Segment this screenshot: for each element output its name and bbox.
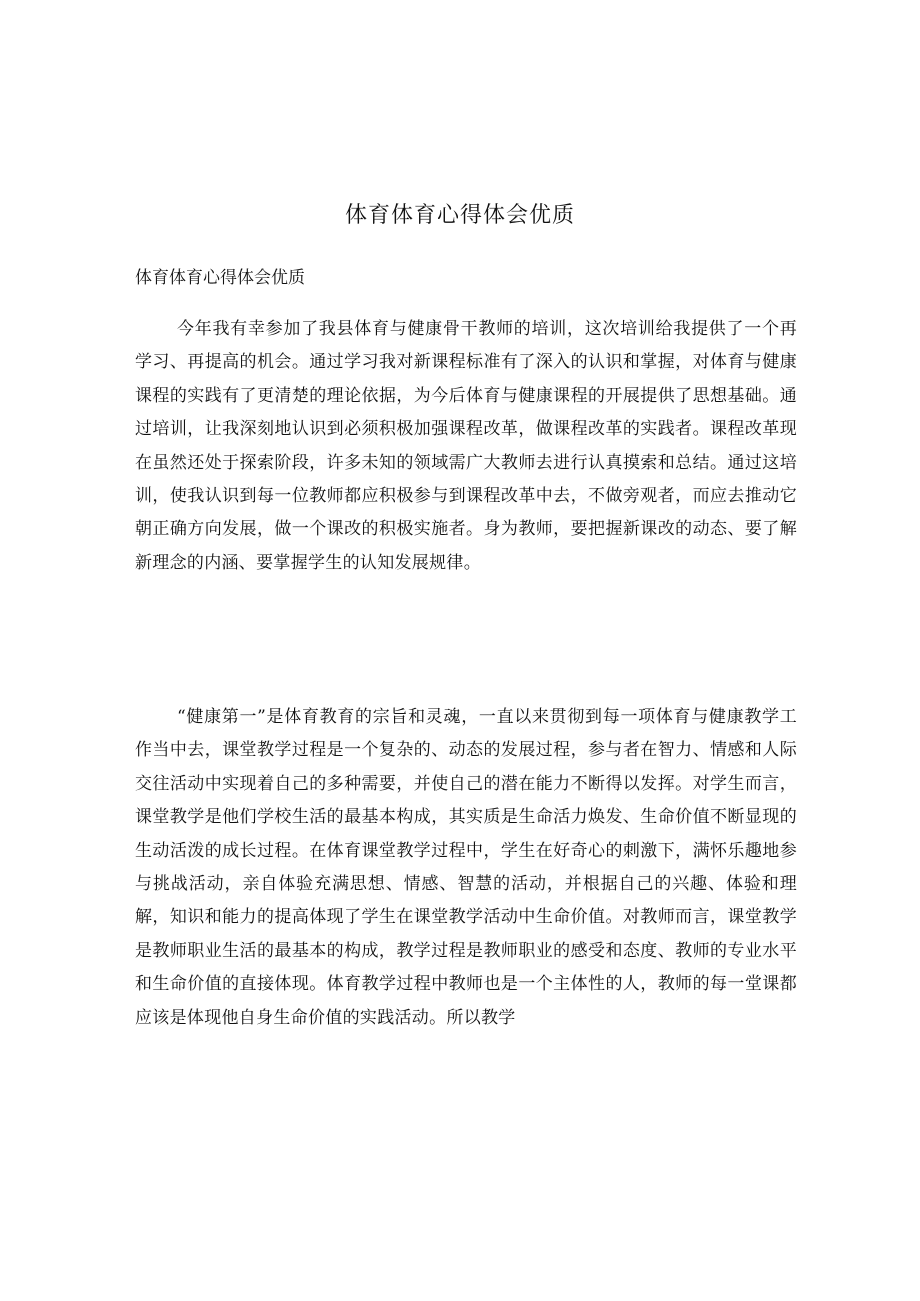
document-title: 体育体育心得体会优质: [344, 203, 575, 228]
paragraph-1: 今年我有幸参加了我县体育与健康骨干教师的培训，这次培训给我提供了一个再学习、再提高的机会。通过学习我对新课程标准有了深入的认识和掌握，对体育与健康课程的实践有了更清楚的理论依据，为今后体育与健康课程的开展提供了思想基础。通过培训，让我深刻地认识到必须积极加强课程改革，做课程改革的实践者。课程改革现在虽然还处于探索阶段，许多未知的领域需广大教师去进行认真摸索和总结。通过这培训，使我认识到每一位教师都应积极参与到课程改革中去，不做旁观者，而应去推动它朝正确方向发展，做一个课改的积极实施者。身为教师，要把握新课改的动态、要了解新理念的内涵、要掌握学生的认知发展规律。: [135, 319, 797, 573]
document-subtitle: 体育体育心得体会优质: [135, 268, 305, 288]
paragraph-2: “健康第一”是体育教育的宗旨和灵魂，一直以来贯彻到每一项体育与健康教学工作当中去，课堂教学过程是一个复杂的、动态的发展过程，参与者在智力、情感和人际交往活动中实现着自己的多种需要，并使自己的潜在能力不断得以发挥。对学生而言，课堂教学是他们学校生活的最基本构成，其实质是生命活力焕发、生命价值不断显现的生动活泼的成长过程。在体育课堂教学过程中，学生在好奇心的刺激下，满怀乐趣地参与挑战活动，亲自体验充满思想、情感、智慧的活动，并根据自己的兴趣、体验和理解，知识和能力的提高体现了学生在课堂教学活动中生命价值。对教师而言，课堂教学是教师职业生活的最基本的构成，教学过程是教师职业的感受和态度、教师的专业水平和生命价值的直接体现。体育教学过程中教师也是一个主体性的人，教师的每一堂课都应该是体现他自身生命价值的实践活动。所以教学: [135, 707, 797, 1028]
